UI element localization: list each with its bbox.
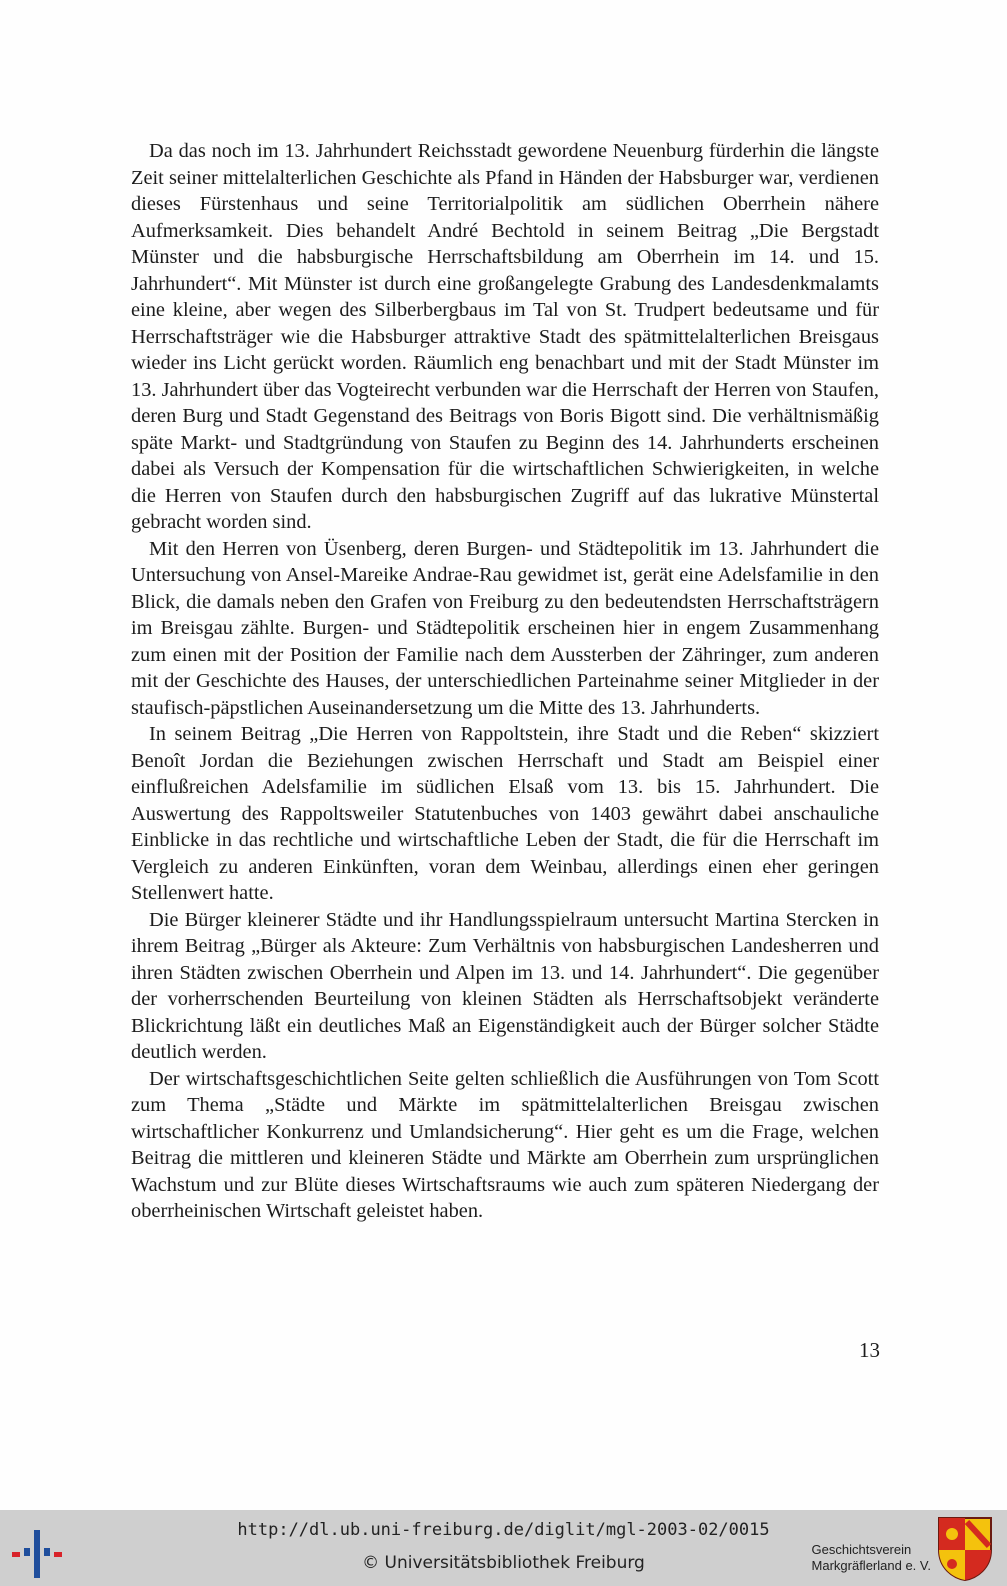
coat-of-arms-icon [937, 1516, 993, 1582]
page-number: 13 [859, 1338, 880, 1362]
footer-url-link[interactable]: http://dl.ub.uni-freiburg.de/diglit/mgl-2003-02/0015 [237, 1520, 770, 1540]
body-text [131, 138, 879, 1225]
society-name [812, 1542, 931, 1574]
footer-copyright: © Universitätsbibliothek Freiburg [362, 1553, 645, 1573]
footer-bar [0, 1510, 1007, 1586]
paragraph-1: Da das noch im 13. Jahrhundert Reichsstadt gewordene Neuenburg fürderhin die längste Zeit seiner mittelalterlichen Geschichte als Pfand in Händen der Habsburger war, verdienen dieses Fürstenhaus und seine Territorialpolitik am südlichen Oberrhein nähere Aufmerksamkeit. Dies behandelt André Bechtold in seinem Beitrag „Die Bergstadt Münster und die habsburgische Herrschaftsbildung am Oberrhein im 14. und 15. Jahrhundert“. Mit Münster ist durch eine großangelegte Grabung des Landesdenkmalamts eine kleine, aber wegen des Silberbergbaus im Tal von St. Trudpert bedeutsame und für Herrschaftsträger wie die Habsburger attraktive Stadt des spätmittelalterlichen Breisgaus wieder ins Licht gerückt worden. Räumlich eng benachbart und mit der Stadt Münster im 13. Jahrhundert über das Vogteirecht verbunden war die Herrschaft der Herren von Staufen, deren Burg und Stadt Gegenstand des Beitrags von Boris Bigott sind. Die verhältnismäßig späte Markt- und Stadtgründung von Staufen zu Beginn des 14. Jahrhunderts erscheinen dabei als Versuch der Kompensation für die wirtschaftlichen Schwierigkeiten, in welche die Herren von Staufen durch den habsburgischen Zugriff auf das lukrative Münstertal gebracht worden sind. [131, 140, 879, 533]
paragraph-2: Mit den Herren von Üsenberg, deren Burgen- und Städtepolitik im 13. Jahrhundert die Untersuchung von Ansel-Mareike Andrae-Rau gewidmet ist, gerät eine Adelsfamilie in den Blick, die damals neben den Grafen von Freiburg zu den bedeutendsten Herrschaftsträgern im Breisgau zählte. Burgen- und Städtepolitik erscheinen hier in engem Zusammenhang zum einen mit der Position der Familie nach dem Aussterben der Zähringer, zum anderen mit der Geschichte des Hauses, der unterschiedlichen Parteinahme seiner Mitglieder in der staufisch-päpstlichen Auseinandersetzung um die Mitte des 13. Jahrhunderts. [131, 537, 879, 719]
paragraph-3: In seinem Beitrag „Die Herren von Rappoltstein, ihre Stadt und die Reben“ skizziert Benoît Jordan die Beziehungen zwischen Herrschaft und Stadt am Beispiel einer einflußreichen Adelsfamilie im südlichen Elsaß vom 13. bis 15. Jahrhundert. Die Auswertung des Rappoltsweiler Statutenbuches von 1403 gewährt dabei anschauliche Einblicke in das rechtliche und wirtschaftliche Leben der Stadt, die für die Herrschaft im Vergleich zu anderen Einkünften, voran dem Weinbau, allerdings einen eher geringen Stellenwert hatte. [131, 723, 879, 904]
paragraph-5: Der wirtschaftsgeschichtlichen Seite gelten schließlich die Ausführungen von Tom Scott zum Thema „Städte und Märkte im spätmittelalterlichen Breisgau zwischen wirtschaftlicher Konkurrenz und Umlandsicherung“. Hier geht es um die Frage, welchen Beitrag die mittleren und kleineren Städte und Märkte am Oberrhein zum ursprünglichen Wachstum und zur Blüte dieses Wirtschaftsraums wie auch zum späteren Niedergang der oberrheinischen Wirtschaft geleistet haben. [131, 1067, 879, 1222]
paragraph-4: Die Bürger kleinerer Städte und ihr Handlungsspielraum untersucht Martina Stercken in ihrem Beitrag „Bürger als Akteure: Zum Verhältnis von habsburgischen Landesherren und ihren Städten zwischen Oberrhein und Alpen im 13. und 14. Jahrhundert“. Die gegenüber der vorherrschenden Beurteilung von kleinen Städten als Herrschaftsobjekt veränderte Blickrichtung läßt ein deutliches Maß an Eigenständigkeit auch der Bürger solcher Städte deutlich werden. [131, 908, 879, 1063]
society-line-1: Geschichtsverein [811, 1542, 912, 1557]
society-line-2: Markgräflerland e. V. [811, 1558, 931, 1573]
